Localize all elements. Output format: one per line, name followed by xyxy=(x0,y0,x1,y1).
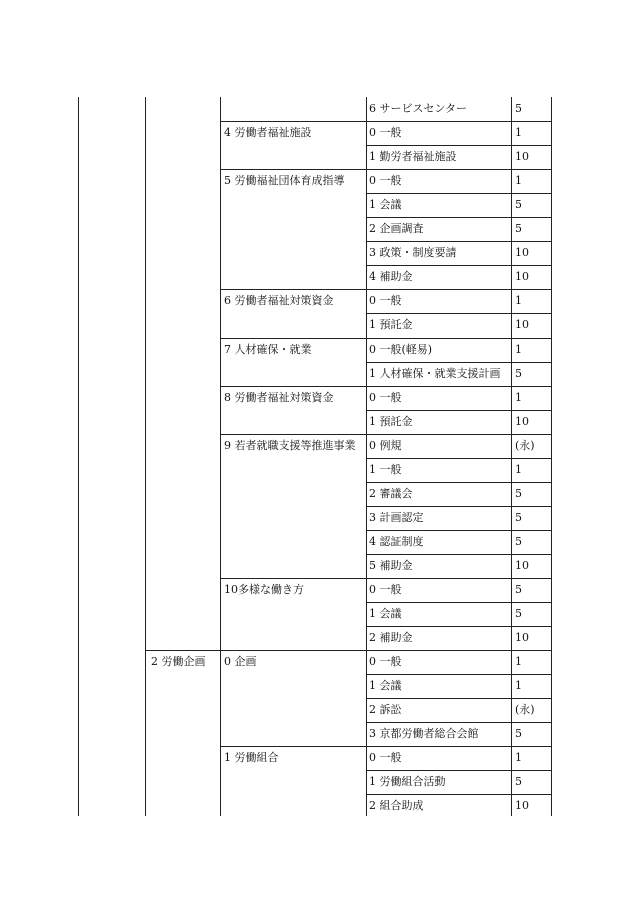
item-cell: 0 一般(軽易) xyxy=(369,343,433,356)
item-cell: 2 訴訟 xyxy=(369,703,402,716)
row-rule xyxy=(366,530,552,531)
retention-cell: 5 xyxy=(515,727,522,740)
item-cell: 2 審議会 xyxy=(369,487,413,500)
item-cell: 3 計画認定 xyxy=(369,511,424,524)
item-cell: 5 補助金 xyxy=(369,559,413,572)
column-rule-1 xyxy=(145,97,146,816)
retention-cell: 5 xyxy=(515,222,522,235)
item-cell: 1 会議 xyxy=(369,679,402,692)
category-cell: 8 労働者福祉対策資金 xyxy=(224,391,334,404)
retention-cell: 10 xyxy=(515,150,529,163)
retention-cell: 10 xyxy=(515,246,529,259)
column-rule-2 xyxy=(220,97,221,816)
column-rule-5 xyxy=(551,97,552,816)
row-rule xyxy=(220,578,552,579)
column-rule-4 xyxy=(511,97,512,816)
row-rule xyxy=(366,674,552,675)
row-rule xyxy=(366,698,552,699)
category-cell: 7 人材確保・就業 xyxy=(224,343,312,356)
item-cell: 4 認証制度 xyxy=(369,535,424,548)
row-rule xyxy=(145,650,552,651)
category-cell: 6 労働者福祉対策資金 xyxy=(224,294,334,307)
retention-cell: 5 xyxy=(515,198,522,211)
item-cell: 0 一般 xyxy=(369,126,402,139)
retention-cell: 5 xyxy=(515,775,522,788)
item-cell: 4 補助金 xyxy=(369,270,413,283)
row-rule xyxy=(366,602,552,603)
division-cell: 2 労働企画 xyxy=(151,655,206,668)
retention-cell: (永) xyxy=(515,703,535,716)
item-cell: 0 一般 xyxy=(369,583,402,596)
retention-cell: 5 xyxy=(515,487,522,500)
item-cell: 0 一般 xyxy=(369,391,402,404)
category-cell: 1 労働組合 xyxy=(224,751,279,764)
retention-cell: 1 xyxy=(515,174,522,187)
item-cell: 3 京都労働者総合会館 xyxy=(369,727,479,740)
category-cell: 0 企画 xyxy=(224,655,257,668)
item-cell: 2 補助金 xyxy=(369,631,413,644)
retention-cell: 10 xyxy=(515,415,529,428)
retention-cell: 1 xyxy=(515,126,522,139)
retention-cell: 10 xyxy=(515,559,529,572)
retention-cell: 5 xyxy=(515,607,522,620)
retention-cell: 1 xyxy=(515,391,522,404)
row-rule xyxy=(220,434,552,435)
retention-cell: 10 xyxy=(515,631,529,644)
retention-cell: 1 xyxy=(515,679,522,692)
row-rule xyxy=(366,217,552,218)
item-cell: 1 一般 xyxy=(369,463,402,476)
item-cell: 1 人材確保・就業支援計画 xyxy=(369,367,501,380)
retention-cell: (永) xyxy=(515,439,535,452)
retention-cell: 10 xyxy=(515,270,529,283)
retention-cell: 5 xyxy=(515,367,522,380)
item-cell: 0 一般 xyxy=(369,174,402,187)
retention-cell: 10 xyxy=(515,318,529,331)
row-rule xyxy=(366,145,552,146)
category-cell: 5 労働福祉団体育成指導 xyxy=(224,174,345,187)
column-rule-3 xyxy=(366,97,367,816)
item-cell: 0 例規 xyxy=(369,439,402,452)
row-rule xyxy=(366,193,552,194)
retention-cell: 1 xyxy=(515,463,522,476)
item-cell: 3 政策・制度要請 xyxy=(369,246,457,259)
row-rule xyxy=(366,554,552,555)
item-cell: 6 サービスセンター xyxy=(369,102,468,115)
row-rule xyxy=(366,362,552,363)
item-cell: 1 勤労者福祉施設 xyxy=(369,150,457,163)
retention-cell: 10 xyxy=(515,799,529,812)
item-cell: 0 一般 xyxy=(369,751,402,764)
retention-cell: 5 xyxy=(515,511,522,524)
category-cell: 10多様な働き方 xyxy=(224,583,304,596)
row-rule xyxy=(220,338,552,339)
row-rule xyxy=(366,313,552,314)
row-rule xyxy=(366,482,552,483)
retention-cell: 1 xyxy=(515,751,522,764)
row-rule xyxy=(220,121,552,122)
item-cell: 1 会議 xyxy=(369,607,402,620)
row-rule xyxy=(366,458,552,459)
row-rule xyxy=(366,265,552,266)
column-rule-0 xyxy=(78,97,79,816)
retention-cell: 5 xyxy=(515,102,522,115)
retention-cell: 1 xyxy=(515,655,522,668)
retention-cell: 1 xyxy=(515,294,522,307)
category-cell: 9 若者就職支援等推進事業 xyxy=(224,439,356,452)
row-rule xyxy=(220,169,552,170)
item-cell: 1 預託金 xyxy=(369,415,413,428)
row-rule xyxy=(366,241,552,242)
item-cell: 0 一般 xyxy=(369,655,402,668)
item-cell: 2 企画調査 xyxy=(369,222,424,235)
item-cell: 1 会議 xyxy=(369,198,402,211)
row-rule xyxy=(366,506,552,507)
row-rule xyxy=(366,794,552,795)
row-rule xyxy=(220,386,552,387)
item-cell: 0 一般 xyxy=(369,294,402,307)
retention-cell: 1 xyxy=(515,343,522,356)
row-rule xyxy=(366,626,552,627)
retention-cell: 5 xyxy=(515,535,522,548)
item-cell: 2 組合助成 xyxy=(369,799,424,812)
row-rule xyxy=(366,770,552,771)
row-rule xyxy=(366,410,552,411)
item-cell: 1 労働組合活動 xyxy=(369,775,446,788)
row-rule xyxy=(366,722,552,723)
item-cell: 1 預託金 xyxy=(369,318,413,331)
row-rule xyxy=(220,746,552,747)
category-cell: 4 労働者福祉施設 xyxy=(224,126,312,139)
row-rule xyxy=(220,289,552,290)
retention-cell: 5 xyxy=(515,583,522,596)
